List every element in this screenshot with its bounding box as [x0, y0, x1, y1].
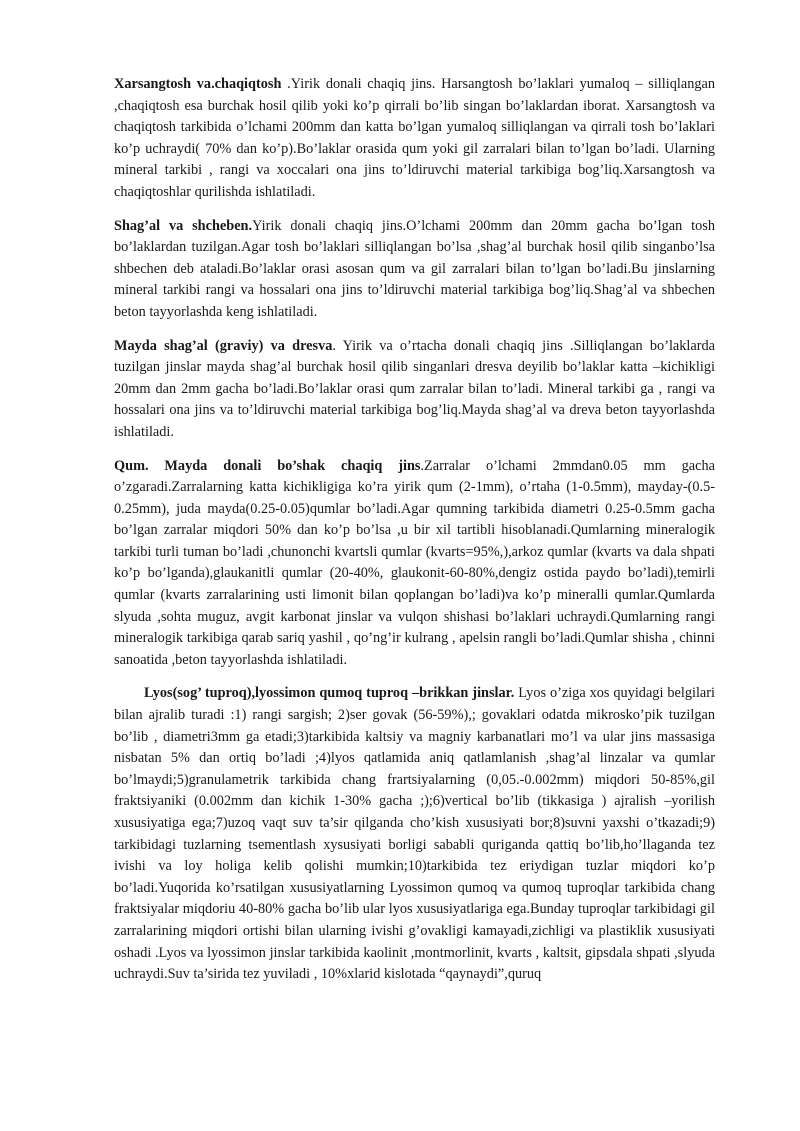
paragraph-heading: Mayda shag’al (graviy) va dresva — [114, 337, 333, 354]
paragraph-body: Lyos o’ziga xos quyidagi belgilari bilan ajralib turadi :1) rangi sargish; 2)ser govak (56-59%),; govaklari odatda mikrosko’pik tuzilgan bo’lib , diametri3mm ga etadi;3)tarkibida kaltsiy va magniy karbanatlari mo’l va ular jins massasiga nisbatan 5% dan ortiq bo’ladi ;4)lyos qatlamida aniq qatlamlanish ,shag’al linzalar va qumlar bo’lmaydi;5)granulametrik tarkibida chang frartsiyalarning (0,05.-0.002mm) miqdori 50-85%,gil fraktsiyaniki (0.002mm dan kichik 1-30% gacha ;);6)vertical bo’lib (tikkasiga ) ajralish –yorilish xususiyatiga ega;7)uzoq vaqt suv ta’sir qilganda cho’kish xususiyati bor;8)suvni yaxshi o’tkazadi;9) tarkibidagi tuzlarning tsementlash xysusiyati borligi sababli quriganda qattiq bo’lib,ho’llaganda tez ivishi va loy holiga kelib qolishi mumkin;10)tarkibida tez eriydigan tuzlar miqdori ko’p bo’ladi.Yuqorida ko’rsatilgan xususiyatlarning Lyossimon qumoq va qumoq tuproqlar tarkibida chang fraktsiyalar miqdoriu 40-80% gacha bo’lib ular lyos xususiyatlariga ega.Bunday tuproqlar tarkibidagi gil zarralarining miqdori ortishi bilan ularning ivishi g’ovakligi kamayadi,zichligi va plastiklik xususiyati oshadi .Lyos va lyossimon jinslar tarkibida kaolinit ,montmorlinit, kvarts , kaltsit, gipsdala shpati ,slyuda uchraydi.Suv ta’sirida tez yuviladi , 10%xlarid kislotada “qaynaydi”,quruq — [114, 685, 715, 983]
paragraph-body: .Yirik donali chaqiq jins. Harsangtosh bo’laklari yumaloq – silliqlangan ,chaqiqtosh esa burchak hosil qilib yoki ko’p qirrali bo’lib singan bo’laklardan iborat. Xarsangtosh va chaqiqtosh tarkibida o’lchami 200mm dan katta bo’lgan yumaloq silliqlangan va qirrali tosh bo’laklari ko’p uchraydi( 70% dan ko’p).Bo’laklar orasida qum yoki gil zarralari bilan to’lgan bo’ladi. Ularning mineral tarkibi , rangi va xoccalari ona jins to’ldiruvchi material tarkibiga bog’liq.Xarsangtosh va chaqiqtoshlar qurilishda ishlatiladi. — [114, 76, 715, 200]
paragraph-qum — [114, 456, 715, 672]
paragraph-mayda-shagal — [114, 336, 715, 444]
paragraph-body: . Yirik va o’rtacha donali chaqiq jins .Silliqlangan bo’laklarda tuzilgan jinslar mayda shag’al burchak hosil qilib singanlari dresva deyilib bo’laklar katta –kichikligi 20mm dan 2mm gacha bo’ladi.Bo’laklar orasi qum zarralar bilan to’ladi. Mineral tarkibi ga , rangi va hossalari ona jins va to’ldiruvchi material tarkibiga bog’liq.Mayda shag’al va dreva beton tayyorlashda ishlatiladi. — [114, 337, 716, 440]
paragraph-heading: Qum. Mayda donali bo’shak chaqiq jins — [114, 457, 421, 474]
paragraph-xarsangtosh — [114, 74, 715, 204]
paragraph-shagal — [114, 216, 715, 324]
paragraph-heading: Lyos(sog’ tuproq),lyossimon qumoq tuproq –brikkan jinslar. — [144, 685, 515, 702]
paragraph-lyos — [114, 683, 715, 985]
paragraph-heading: Shag’al va shcheben. — [114, 217, 253, 234]
paragraph-body: .Zarralar o’lchami 2mmdan0.05 mm gacha o’zgaradi.Zarralarning katta kichikligiga ko’ra yirik qum (2-1mm), o’rtaha (1-0.5mm), mayday-(0.5-0.25mm), juda mayda(0.25-0.05)qumlar bo’ladi.Agar qumning tarkibida diametri 0.25-0.5mm gacha bo’lgan zarralar miqdori 50% dan ko’p bo’lsa ,u bir xil tartibli hisoblanadi.Qumlarning mineralogik tarkibi turli tuman bo’ladi ,chunonchi kvartsli qumlar (kvarts=95%,),arkoz qumlar (kvarts va dala shpati ko’p bo’lganda),glaukanitli qumlar (20-40%, glaukonit-60-80%,dengiz ostida paydo bo’ladi),temirli qumlar (kvarts zarralarining usti limonit bilan qoplangan bo’ladi)va ko’p mineralli qumlar.Qumlarda slyuda ,sohta muguz, avgit karbonat jinslar va vulqon shishasi bo’laklari uchraydi.Qumlarning rangi mineralogik tarkibiga qarab sariq yashil , qo’ng’ir kulrang , apelsin rangli bo’ladi.Qumlar shisha , chinni sanoatida ,beton tayyorlashda ishlatiladi. — [114, 457, 715, 668]
paragraph-heading: Xarsangtosh va.chaqiqtosh — [114, 76, 282, 92]
paragraph-body: Yirik donali chaqiq jins.O’lchami 200mm dan 20mm gacha bo’lgan tosh bo’laklardan tuzilgan.Agar tosh bo’laklari silliqlangan bo’lsa ,shag’al burchak hosil qilib singanbo’lsa shbechen deb ataladi.Bo’laklar orasi asosan qum va gil zarralari bilan to’lgan bo’ladi.Bu jinslarning mineral tarkibi rangi va hossalari ona jins to’ldiruvchi material tarkibiga bog’liq.Shag’al va shbechen beton tayyorlashda keng ishlatiladi. — [114, 217, 715, 320]
